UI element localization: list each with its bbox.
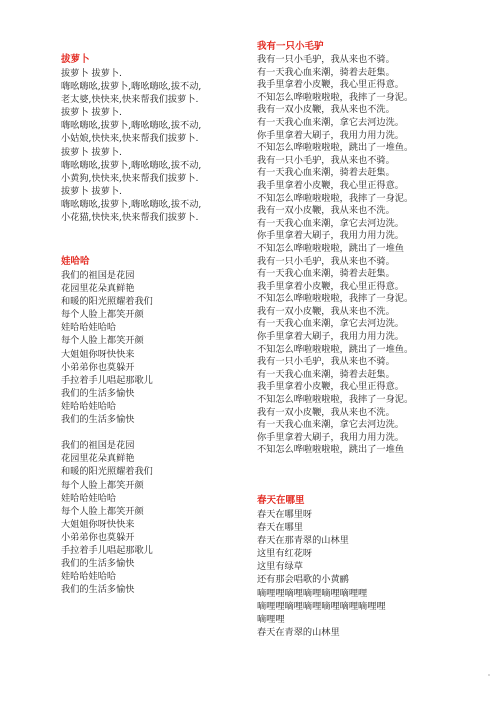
lyric-line: 嗨吆嗨吆,拔萝卜,嗨吆嗨吆,拔不动,	[61, 198, 202, 210]
page-speck	[488, 674, 490, 676]
lyric-line: 这里有红花呀	[257, 548, 313, 560]
lyric-line: 不知怎么哗啦啦啦啦，我摔了一身泥。	[257, 293, 414, 305]
lyric-line: 嘀哩哩	[257, 613, 285, 625]
lyric-line: 不知怎么哗啦啦啦啦，我摔了一身泥。	[257, 192, 414, 204]
lyric-line: 每个人脸上都笑开颜	[61, 505, 144, 517]
lyric-line: 我有一只小毛驴，我从来也不骑。	[257, 154, 395, 166]
lyric-line: 我有一双小皮鞭，我从来也不洗。	[257, 305, 395, 317]
song-title: 娃哈哈	[61, 256, 90, 267]
lyric-line: 有一天我心血来潮，骑着去赶集。	[257, 167, 395, 179]
lyric-line: 有一天我心血来潮，骑着去赶集。	[257, 368, 395, 380]
lyric-line: 和暖的阳光照耀着我们	[61, 296, 153, 308]
lyric-line: 有一天我心血来潮，拿它去河边洗。	[257, 217, 404, 229]
lyric-line: 大姐姐你呀快快来	[61, 348, 135, 360]
lyric-line: 有一天我心血来潮，拿它去河边洗。	[257, 419, 404, 431]
lyric-line: 小弟弟你也莫躲开	[61, 361, 135, 373]
lyric-line: 我有一只小毛驴，我从来也不骑。	[257, 255, 395, 267]
lyric-line: 我手里拿着小皮鞭，我心里正得意。	[257, 179, 404, 191]
lyric-line: 你手里拿着大刷子，我用力用力洗。	[257, 331, 404, 343]
lyric-line: 我们的生活多愉快	[61, 387, 135, 399]
lyric-line: 老太婆,快快来,快来帮我们拔萝卜.	[61, 94, 199, 106]
song-lyrics	[61, 67, 201, 224]
lyric-line: 拔萝卜 拔萝卜.	[61, 107, 122, 119]
lyric-line: 拔萝卜 拔萝卜.	[61, 68, 122, 79]
lyric-line: 春天在那青翠的山林里	[257, 535, 349, 547]
song-title: 拔萝卜	[61, 54, 90, 65]
lyric-line: 大姐姐你呀快快来	[61, 518, 135, 530]
song-title: 我有一只小毛驴	[257, 41, 324, 52]
lyric-line: 我手里拿着小皮鞭，我心里正得意。	[257, 381, 404, 393]
song-wahaha	[61, 256, 153, 596]
song-title: 春天在哪里	[257, 495, 305, 506]
lyric-line: 小弟弟你也莫躲开	[61, 531, 135, 543]
lyric-line: 嗨吆嗨吆,拔萝卜,嗨吆嗨吆,拔不动,	[61, 159, 202, 171]
lyric-line: 我们的生活多愉快	[61, 584, 135, 596]
lyric-line: 不知怎么哗啦啦啦啦，跳出了一堆鱼。	[257, 142, 414, 154]
lyric-line: 和暖的阳光照耀着我们	[61, 466, 153, 478]
lyric-line: 不知怎么哗啦啦啦啦，跳出了一堆鱼。	[257, 343, 414, 355]
lyric-line: 手拉着手儿唱起那歌儿	[61, 374, 153, 386]
lyric-line: 春天在哪里呀	[257, 509, 313, 520]
lyric-line: 我手里拿着小皮鞭，我心里正得意。	[257, 280, 404, 292]
lyric-line: 我手里拿着小皮鞭，我心里正得意。	[257, 79, 404, 91]
lyric-line: 拔萝卜 拔萝卜.	[61, 146, 122, 158]
lyric-line: 拔萝卜 拔萝卜.	[61, 185, 122, 197]
lyric-line: 我有一双小皮鞭，我从来也不洗。	[257, 205, 395, 217]
lyric-line: 不知怎么哗啦啦啦啦，我摔了一身泥。	[257, 394, 414, 406]
lyric-line: 春天在青翠的山林里	[257, 626, 340, 638]
lyric-line: 你手里拿着大刷子，我用力用力洗。	[257, 129, 404, 141]
lyric-line: 娃哈哈娃哈哈	[61, 322, 117, 334]
lyric-line: 娃哈哈娃哈哈	[61, 571, 117, 583]
lyric-line: 嗨吆嗨吆,拔萝卜,嗨吆嗨吆,拔不动,	[61, 120, 202, 132]
lyric-line: 小姑娘,快快来,快来帮我们拔萝卜.	[61, 133, 199, 145]
song-lyrics	[257, 508, 386, 639]
song-lyrics	[61, 269, 153, 596]
lyric-line: 我们的生活多愉快	[61, 414, 135, 426]
lyric-line: 春天在哪里	[257, 522, 303, 534]
lyric-line: 花园里花朵真鲜艳	[61, 453, 135, 465]
lyric-line: 有一天我心血来潮，拿它去河边洗。	[257, 318, 404, 330]
lyric-line: 有一天我心血来潮，拿它去河边洗。	[257, 116, 404, 128]
lyric-line: 娃哈哈娃哈哈	[61, 400, 117, 412]
lyric-line: 我们的祖国是花园	[61, 270, 135, 281]
lyric-line: 每个人脸上都笑开颜	[61, 479, 144, 491]
lyric-line: 你手里拿着大刷子，我用力用力洗。	[257, 431, 404, 443]
song-lyrics	[257, 54, 413, 457]
lyric-line: 嘀哩哩嘀哩嘀哩嘀哩嘀哩嘀哩哩	[257, 600, 386, 612]
lyric-line: 有一天我心血来潮，骑着去赶集。	[257, 66, 395, 78]
lyric-line: 不知怎么哗啦啦啦啦，我摔了一身泥。	[257, 91, 414, 103]
blank-line	[61, 426, 153, 439]
lyric-line: 你手里拿着大刷子，我用力用力洗。	[257, 230, 404, 242]
song-where-is-spring	[257, 495, 386, 639]
lyric-line: 娃哈哈娃哈哈	[61, 492, 117, 504]
lyric-line: 还有那会唱歌的小黄鹂	[257, 574, 349, 586]
lyric-line: 我们的生活多愉快	[61, 558, 135, 570]
lyric-line: 我有一双小皮鞭，我从来也不洗。	[257, 104, 395, 116]
lyric-line: 每个人脸上都笑开颜	[61, 335, 144, 347]
lyric-line: 嘀哩哩嘀哩嘀哩嘀哩嘀哩哩	[257, 587, 368, 599]
lyric-line: 小花猫,快快来,快来帮我们拔萝卜.	[61, 212, 199, 224]
lyric-line: 我有一只小毛驴，我从来也不骑。	[257, 54, 395, 65]
lyric-line: 不知怎么哗啦啦啦啦，跳出了一堆鱼	[257, 444, 404, 456]
lyric-line: 嗨吆嗨吆,拔萝卜,嗨吆嗨吆,拔不动,	[61, 81, 202, 93]
lyric-line: 我有一只小毛驴，我从来也不骑。	[257, 356, 395, 368]
song-little-donkey	[257, 41, 413, 457]
lyric-line: 每个人脸上都笑开颜	[61, 309, 144, 321]
lyric-line: 这里有绿草	[257, 561, 303, 573]
song-pull-radish	[61, 54, 201, 224]
lyric-line: 花园里花朵真鲜艳	[61, 283, 135, 295]
lyric-line: 手拉着手儿唱起那歌儿	[61, 544, 153, 556]
lyric-line: 我们的祖国是花园	[61, 440, 135, 452]
lyric-line: 有一天我心血来潮，骑着去赶集。	[257, 268, 395, 280]
lyric-line: 不知怎么哗啦啦啦啦，跳出了一堆鱼	[257, 242, 404, 254]
lyric-line: 我有一双小皮鞭，我从来也不洗。	[257, 406, 395, 418]
lyric-line: 小黄狗,快快来,快来帮我们拔萝卜.	[61, 172, 199, 184]
